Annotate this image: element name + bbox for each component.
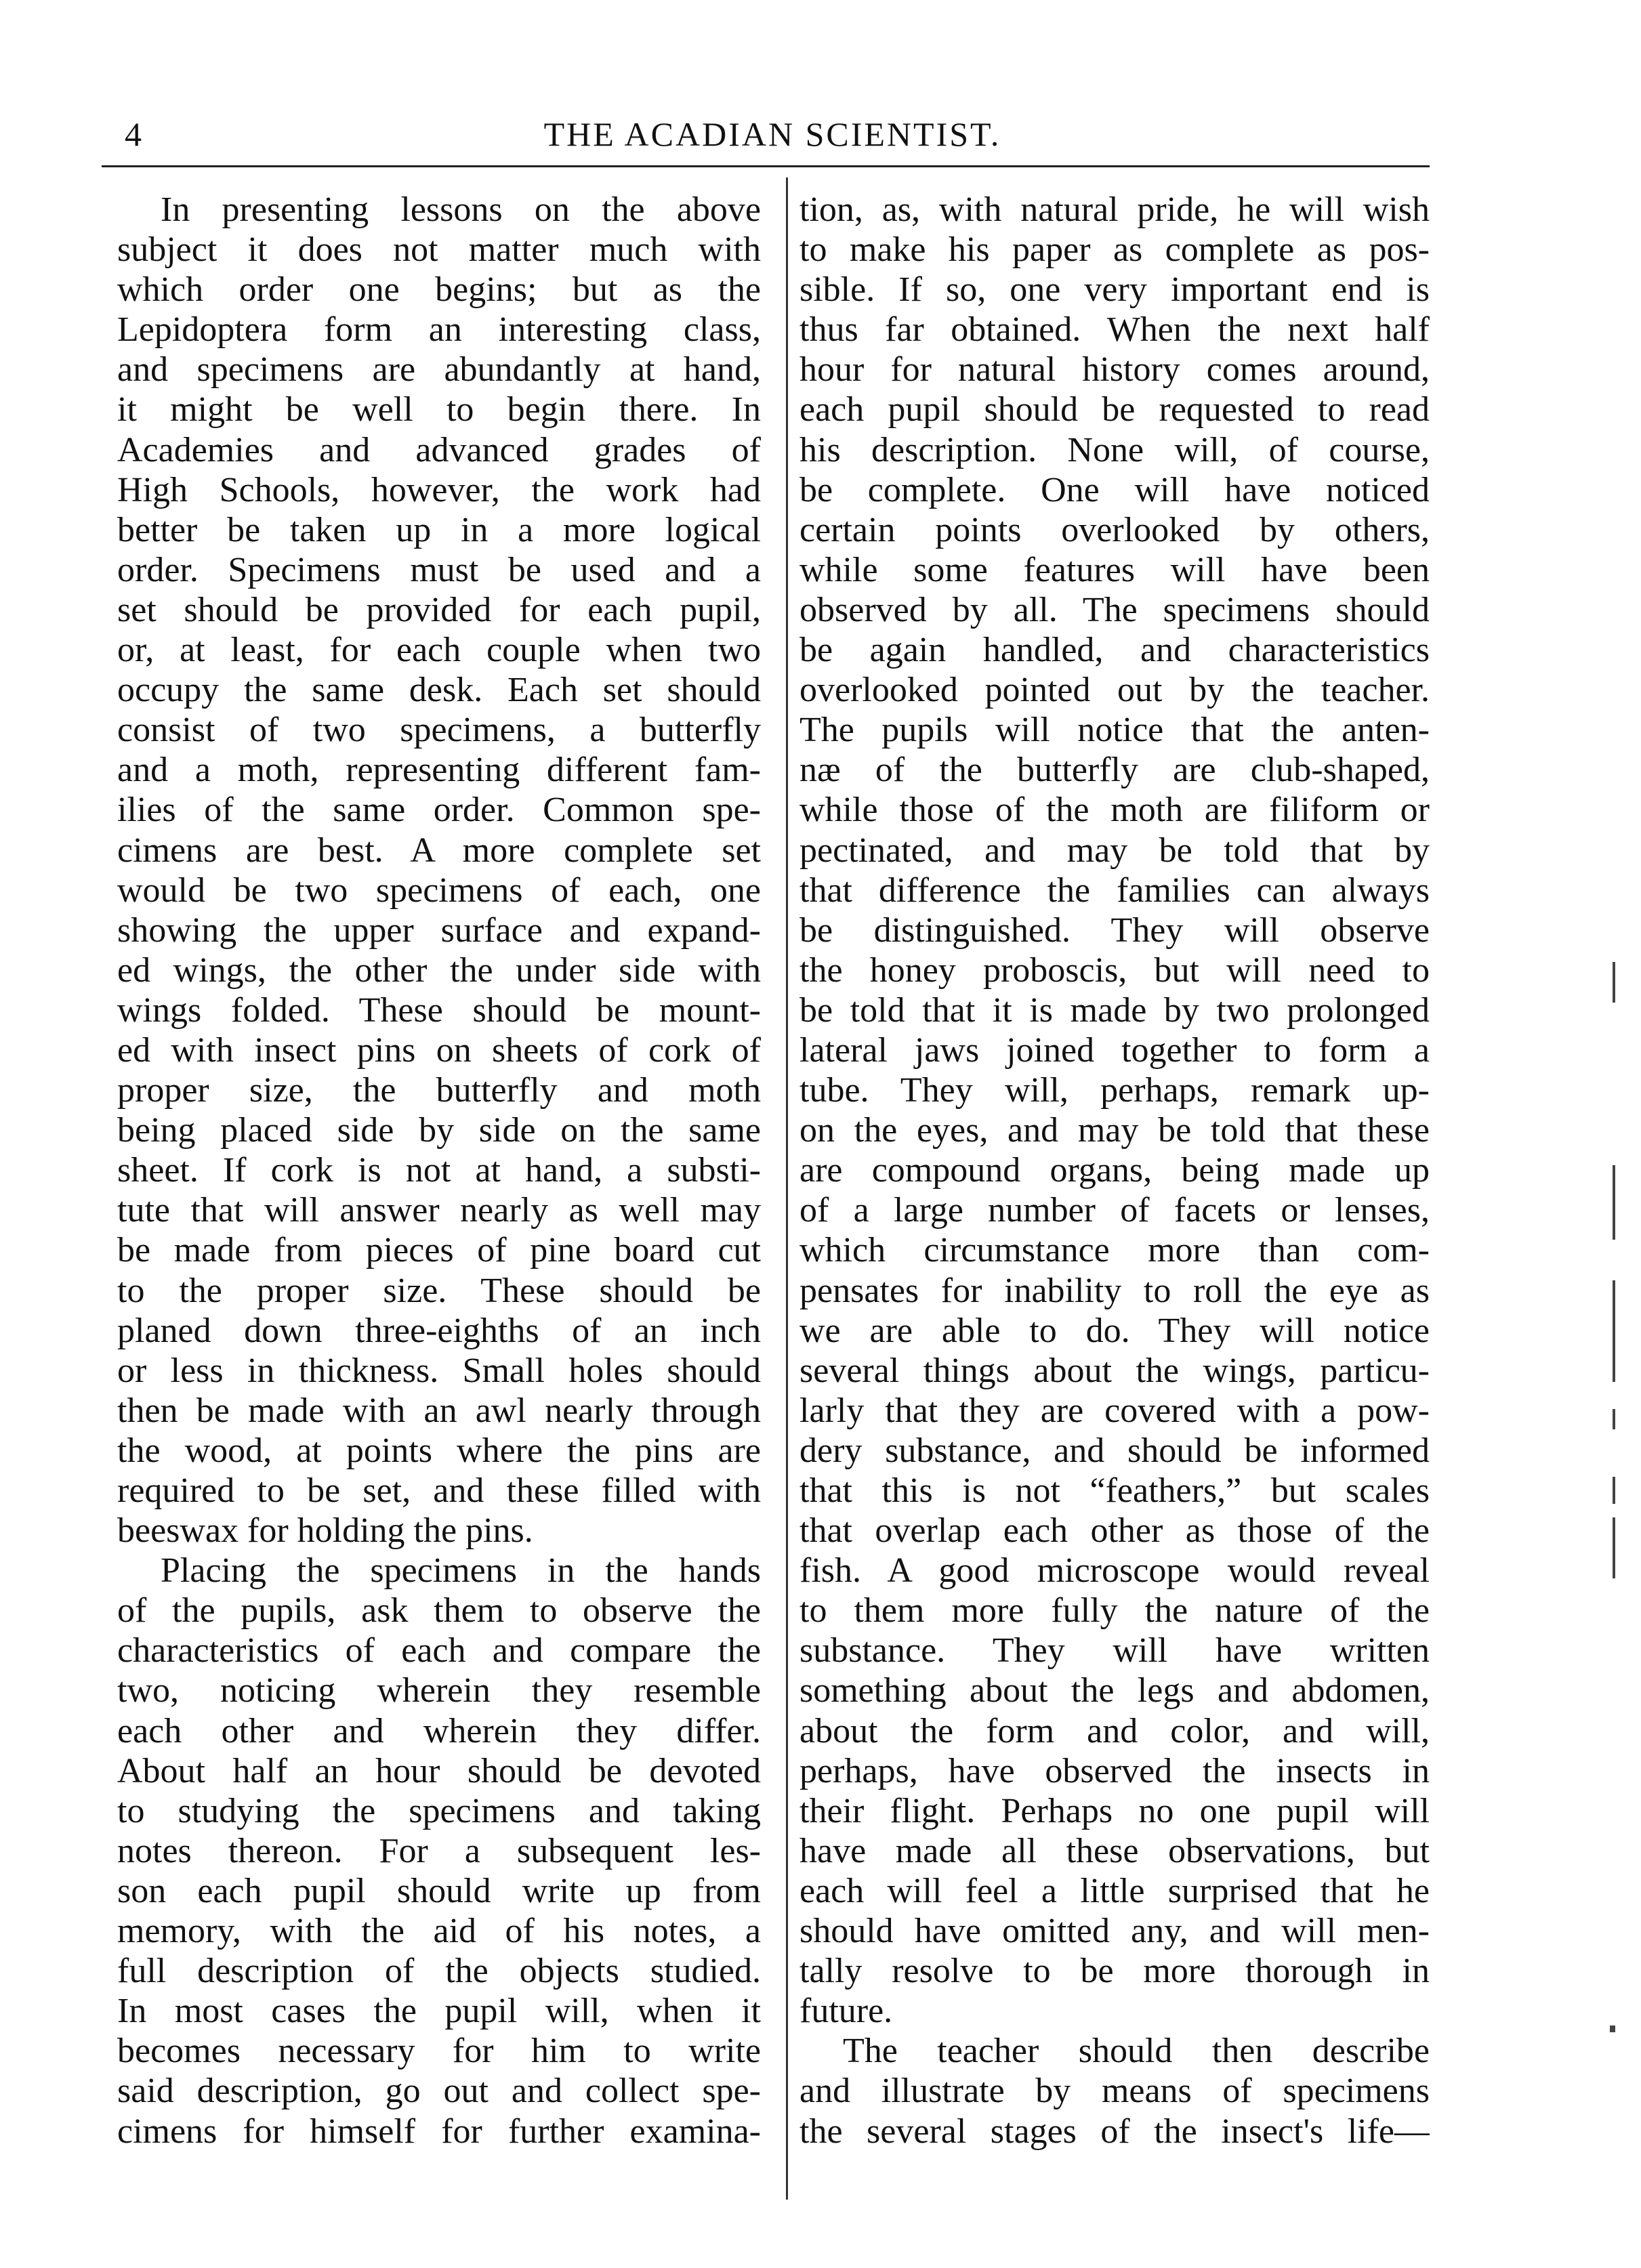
text-line: or less in thickness. Small holes should	[117, 1351, 761, 1390]
text-line: which order one begins; but as the	[117, 270, 761, 310]
text-line: it might be well to begin there. In	[117, 390, 761, 429]
text-line: then be made with an awl nearly through	[117, 1391, 761, 1430]
text-line: fish. A good microscope would reveal	[799, 1551, 1430, 1591]
text-line: In presenting lessons on the above	[161, 190, 761, 229]
margin-scan-marks	[1607, 962, 1621, 2032]
text-line: the honey proboscis, but will need to	[799, 950, 1430, 990]
text-line: næ of the butterfly are club-shaped,	[799, 751, 1430, 790]
text-line: to the proper size. These should be	[117, 1271, 761, 1310]
text-line: that this is not “feathers,” but scales	[799, 1471, 1430, 1510]
scan-mark	[1613, 1280, 1615, 1382]
text-line: be distinguished. They will observe	[799, 910, 1430, 950]
header-rule	[102, 165, 1430, 167]
text-line: and a moth, representing different fam-	[117, 751, 761, 790]
text-line: each pupil should be requested to read	[799, 390, 1430, 429]
scan-mark	[1613, 1409, 1615, 1429]
text-line: that overlap each other as those of the	[799, 1511, 1430, 1551]
text-line: something about the legs and abdomen,	[799, 1671, 1430, 1710]
text-line: that difference the families can always	[799, 870, 1430, 910]
text-line: being placed side by side on the same	[117, 1111, 761, 1150]
text-line: several things about the wings, particu-	[799, 1351, 1430, 1390]
text-line: have made all these observations, but	[799, 1831, 1430, 1870]
text-line: overlooked pointed out by the teacher.	[799, 671, 1430, 710]
text-line: certain points overlooked by others,	[799, 510, 1430, 549]
text-line: Placing the specimens in the hands	[161, 1551, 761, 1591]
text-line: son each pupil should write up from	[117, 1871, 761, 1910]
text-line: to them more fully the nature of the	[799, 1591, 1430, 1631]
text-line: of a large number of facets or lenses,	[799, 1191, 1430, 1230]
text-line: and specimens are abundantly at hand,	[117, 350, 761, 390]
text-line: sheet. If cork is not at hand, a substi-	[117, 1151, 761, 1190]
text-line: thus far obtained. When the next half	[799, 310, 1430, 350]
text-line: Lepidoptera form an interesting class,	[117, 310, 761, 350]
text-line: larly that they are covered with a pow-	[799, 1391, 1430, 1430]
text-line: cimens are best. A more complete set	[117, 831, 761, 870]
text-line: substance. They will have written	[799, 1631, 1430, 1671]
text-line: consist of two specimens, a butterfly	[117, 711, 761, 750]
text-line: required to be set, and these filled with	[117, 1471, 761, 1510]
text-line: cimens for himself for further examina-	[117, 2112, 761, 2151]
text-line: planed down three-eighths of an inch	[117, 1311, 761, 1350]
text-line: be again handled, and characteristics	[799, 631, 1430, 670]
scan-mark	[1613, 962, 1615, 1003]
text-line: while those of the moth are filiform or	[799, 791, 1430, 830]
text-line: pectinated, and may be told that by	[799, 831, 1430, 870]
text-line: The teacher should then describe	[843, 2032, 1430, 2071]
text-line: dery substance, and should be informed	[799, 1431, 1430, 1470]
text-line: the wood, at points where the pins are	[117, 1431, 761, 1470]
text-line: ilies of the same order. Common spe-	[117, 791, 761, 830]
text-line: wings folded. These should be mount-	[117, 990, 761, 1030]
text-line: should have omitted any, and will men-	[799, 1912, 1430, 1951]
text-line: are compound organs, being made up	[799, 1151, 1430, 1190]
text-line: while some features will have been	[799, 550, 1430, 589]
text-line: perhaps, have observed the insects in	[799, 1751, 1430, 1790]
text-line: to studying the specimens and taking	[117, 1791, 761, 1830]
scan-mark	[1610, 2025, 1615, 2032]
text-line: High Schools, however, the work had	[117, 470, 761, 509]
text-line: memory, with the aid of his notes, a	[117, 1912, 761, 1951]
text-line: notes thereon. For a subsequent les-	[117, 1831, 761, 1870]
text-line: his description. None will, of course,	[799, 430, 1430, 469]
text-line: about the form and color, and will,	[799, 1711, 1430, 1750]
text-line: About half an hour should be devoted	[117, 1751, 761, 1790]
text-line: becomes necessary for him to write	[117, 2032, 761, 2071]
text-line: tion, as, with natural pride, he will wish	[799, 190, 1430, 229]
text-line: occupy the same desk. Each set should	[117, 671, 761, 710]
text-line: be told that it is made by two prolonged	[799, 990, 1430, 1030]
text-line: showing the upper surface and expand-	[117, 910, 761, 950]
text-line: two, noticing wherein they resemble	[117, 1671, 761, 1710]
page-number: 4	[125, 115, 142, 153]
text-line: characteristics of each and compare the	[117, 1631, 761, 1671]
text-line: tube. They will, perhaps, remark up-	[799, 1071, 1430, 1110]
text-line: we are able to do. They will notice	[799, 1311, 1430, 1350]
scan-mark	[1613, 1477, 1615, 1504]
text-line: each will feel a little surprised that he	[799, 1871, 1430, 1910]
text-line: subject it does not matter much with	[117, 230, 761, 270]
text-line: hour for natural history comes around,	[799, 350, 1430, 390]
text-line: Academies and advanced grades of	[117, 430, 761, 469]
text-line: pensates for inability to roll the eye as	[799, 1271, 1430, 1310]
running-header	[115, 114, 1430, 168]
text-line: be complete. One will have noticed	[799, 470, 1430, 509]
text-line: which circumstance more than com-	[799, 1231, 1430, 1270]
text-line: tally resolve to be more thorough in	[799, 1952, 1430, 1991]
text-line: the several stages of the insect's life—	[799, 2112, 1430, 2151]
text-line: set should be provided for each pupil,	[117, 590, 761, 629]
text-line: sible. If so, one very important end is	[799, 270, 1430, 310]
text-line: full description of the objects studied.	[117, 1952, 761, 1991]
text-line: beeswax for holding the pins.	[117, 1511, 533, 1551]
text-line: better be taken up in a more logical	[117, 510, 761, 549]
text-line: be made from pieces of pine board cut	[117, 1231, 761, 1270]
text-line: to make his paper as complete as pos-	[799, 230, 1430, 270]
scan-mark	[1613, 1165, 1615, 1240]
text-line: The pupils will notice that the anten-	[799, 711, 1430, 750]
text-line: ed wings, the other the under side with	[117, 950, 761, 990]
left-column	[117, 190, 761, 2151]
running-title: THE ACADIAN SCIENTIST.	[543, 115, 1001, 153]
text-line: lateral jaws joined together to form a	[799, 1030, 1430, 1070]
right-column	[799, 190, 1430, 2151]
text-line: or, at least, for each couple when two	[117, 631, 761, 670]
text-line: tute that will answer nearly as well may	[117, 1191, 761, 1230]
text-line: on the eyes, and may be told that these	[799, 1111, 1430, 1150]
scan-mark	[1613, 1517, 1615, 1578]
text-line: order. Specimens must be used and a	[117, 550, 761, 589]
text-line: would be two specimens of each, one	[117, 870, 761, 910]
text-line: and illustrate by means of specimens	[799, 2072, 1430, 2111]
text-line: their flight. Perhaps no one pupil will	[799, 1791, 1430, 1830]
text-line: In most cases the pupil will, when it	[117, 1992, 761, 2031]
column-divider	[786, 177, 788, 2200]
text-line: proper size, the butterfly and moth	[117, 1071, 761, 1110]
text-line: ed with insect pins on sheets of cork of	[117, 1030, 761, 1070]
text-line: said description, go out and collect spe-	[117, 2072, 761, 2111]
text-line: observed by all. The specimens should	[799, 590, 1430, 629]
text-line: of the pupils, ask them to observe the	[117, 1591, 761, 1631]
text-line: each other and wherein they differ.	[117, 1711, 761, 1750]
text-line: future.	[799, 1992, 893, 2031]
